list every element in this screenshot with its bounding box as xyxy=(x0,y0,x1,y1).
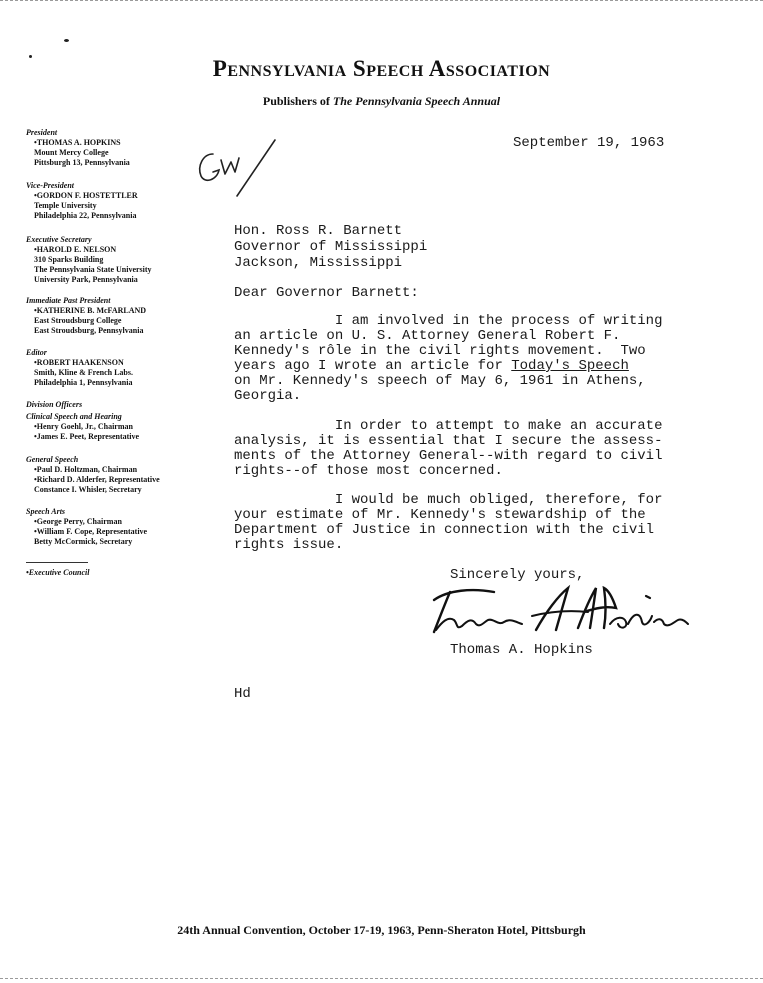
address-line: Jackson, Mississippi xyxy=(234,255,403,271)
office-title: Division Officers xyxy=(26,400,83,409)
salutation: Dear Governor Barnett: xyxy=(234,285,419,301)
line-text: years ago I wrote an article for xyxy=(234,358,512,374)
page-top-edge xyxy=(0,0,763,1)
person-line: •KATHERINE B. McFARLAND xyxy=(34,306,147,315)
address-line: Hon. Ross R. Barnett xyxy=(234,223,403,239)
office-general-speech xyxy=(26,455,206,495)
paragraph-line: I would be much obliged, therefore, for xyxy=(234,492,663,508)
letter-date: September 19, 1963 xyxy=(513,135,665,151)
person-line: Mount Mercy College xyxy=(34,148,109,157)
paragraph-line: Kennedy's rôle in the civil rights movement. Two xyxy=(234,343,646,359)
person-line: •Paul D. Holtzman, Chairman xyxy=(34,465,138,474)
person-line: •THOMAS A. HOPKINS xyxy=(34,138,121,147)
person-block xyxy=(26,358,206,388)
office-clinical xyxy=(26,412,206,442)
person-line: Betty McCormick, Secretary xyxy=(34,537,133,546)
office-division-officers xyxy=(26,400,206,410)
paragraph-line xyxy=(234,359,704,374)
person-line: University Park, Pennsylvania xyxy=(34,275,138,284)
paragraph-3 xyxy=(234,493,704,553)
publication-name: The Pennsylvania Speech Annual xyxy=(332,94,501,108)
address-line: Governor of Mississippi xyxy=(234,239,428,255)
paragraph-line: ments of the Attorney General--with regard to civil xyxy=(234,448,663,464)
letterhead-title: Pennsylvania Speech Association xyxy=(212,56,551,81)
person-line: Philadelphia 1, Pennsylvania xyxy=(34,378,133,387)
person-block xyxy=(26,517,206,547)
person-block xyxy=(26,422,206,442)
office-past-president xyxy=(26,296,206,336)
person-line: •ROBERT HAAKENSON xyxy=(34,358,124,367)
office-vice-president xyxy=(26,181,206,221)
handwritten-signature xyxy=(428,582,690,638)
person-block xyxy=(26,245,206,285)
paragraph-line: Georgia. xyxy=(234,388,302,404)
publication-title: Today's Speech xyxy=(511,358,629,374)
paragraph-line: I am involved in the process of writing xyxy=(234,313,663,329)
office-title: President xyxy=(26,128,58,137)
office-title: Executive Secretary xyxy=(26,235,92,244)
person-line: •Henry Goehl, Jr., Chairman xyxy=(34,422,133,431)
person-line: Temple University xyxy=(34,201,97,210)
person-line: Constance I. Whisler, Secretary xyxy=(34,485,142,494)
paragraph-line: an article on U. S. Attorney General Robert F. xyxy=(234,328,621,344)
executive-council-note: •Executive Council xyxy=(26,568,90,577)
person-block xyxy=(26,191,206,221)
office-editor xyxy=(26,348,206,388)
person-line: East Stroudsburg College xyxy=(34,316,122,325)
person-line: East Stroudsburg, Pennsylvania xyxy=(34,326,144,335)
person-line: •HAROLD E. NELSON xyxy=(34,245,117,254)
person-line: •James E. Peet, Representative xyxy=(34,432,140,441)
person-line: •Richard D. Alderfer, Representative xyxy=(34,475,160,484)
paragraph-line: rights issue. xyxy=(234,537,344,553)
person-line: •GORDON F. HOSTETTLER xyxy=(34,191,138,200)
paragraph-line: analysis, it is essential that I secure the assess- xyxy=(234,433,663,449)
subtitle-prefix: Publishers of xyxy=(262,94,333,108)
paragraph-line: on Mr. Kennedy's speech of May 6, 1961 in Athens, xyxy=(234,373,646,389)
office-title: General Speech xyxy=(26,455,79,464)
paragraph-line: your estimate of Mr. Kennedy's stewardship of the xyxy=(234,507,646,523)
handwritten-initials-mark xyxy=(195,132,285,202)
office-president xyxy=(26,128,206,168)
office-executive-secretary xyxy=(26,235,206,285)
paragraph-line: Department of Justice in connection with the civil xyxy=(234,522,655,538)
office-speech-arts xyxy=(26,507,206,547)
office-title: Vice-President xyxy=(26,181,74,190)
office-title: Speech Arts xyxy=(26,507,66,516)
paragraph-line: In order to attempt to make an accurate xyxy=(234,418,663,434)
ink-speck xyxy=(64,39,69,42)
paragraph-1 xyxy=(234,314,704,404)
office-title: Clinical Speech and Hearing xyxy=(26,412,122,421)
person-line: Philadelphia 22, Pennsylvania xyxy=(34,211,137,220)
person-block xyxy=(26,465,206,495)
letterhead-subtitle xyxy=(0,94,763,109)
person-line: The Pennsylvania State University xyxy=(34,265,152,274)
person-block xyxy=(26,138,206,168)
complimentary-close: Sincerely yours, xyxy=(450,567,585,583)
convention-footer: 24th Annual Convention, October 17-19, 1963, Penn-Sheraton Hotel, Pittsburgh xyxy=(177,923,586,937)
person-line: Pittsburgh 13, Pennsylvania xyxy=(34,158,130,167)
recipient-address xyxy=(234,223,427,271)
signer-name: Thomas A. Hopkins xyxy=(450,642,593,658)
divider xyxy=(26,562,88,563)
person-line: Smith, Kline & French Labs. xyxy=(34,368,133,377)
person-line: •George Perry, Chairman xyxy=(34,517,122,526)
paragraph-line: rights--of those most concerned. xyxy=(234,463,503,479)
person-block xyxy=(26,306,206,336)
person-line: 310 Sparks Building xyxy=(34,255,104,264)
office-title: Immediate Past President xyxy=(26,296,111,305)
person-line: •William F. Cope, Representative xyxy=(34,527,148,536)
paragraph-2 xyxy=(234,419,704,479)
page-bottom-edge xyxy=(0,978,763,979)
typist-initials: Hd xyxy=(234,686,251,702)
office-title: Editor xyxy=(26,348,47,357)
